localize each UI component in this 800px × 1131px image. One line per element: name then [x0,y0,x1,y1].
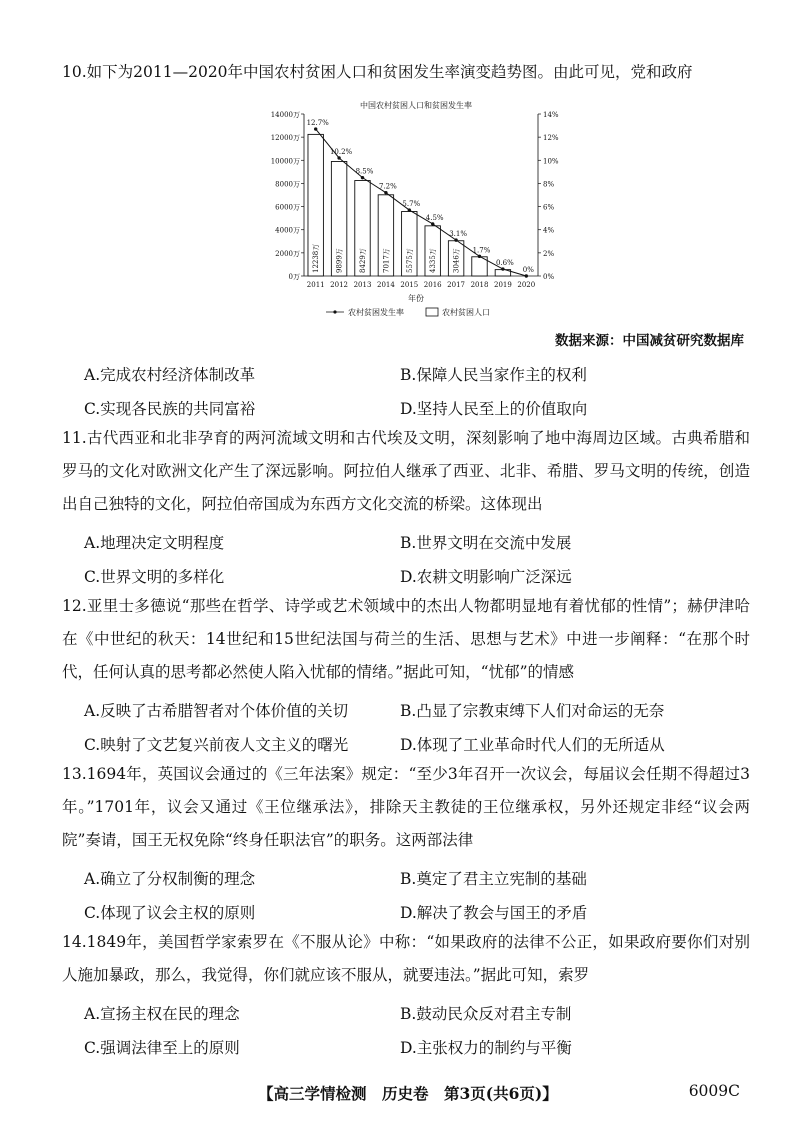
q11-option-d[interactable]: D.农耕文明影响广泛深远 [400,568,572,586]
x-tick-label: 2014 [376,281,395,289]
y-left-tick-label: 8000万 [275,180,300,189]
rate-point [525,274,528,277]
q13-option-a[interactable]: A.确立了分权制衡的理念 [84,870,256,888]
x-tick-label: 2012 [330,281,349,289]
rate-point-label: 1.7% [472,246,491,255]
y-left-tick-label: 6000万 [275,203,300,212]
x-tick-label: 2013 [353,281,372,289]
footer-code: 6009C [688,1082,740,1100]
legend-line-label: 农村贫困发生率 [348,308,404,317]
rate-point [337,156,340,159]
rate-point-label: 12.7% [306,119,329,128]
x-tick-label: 2020 [517,281,536,289]
question-12-stem: 12.亚里士多德说“那些在哲学、诗学或艺术领域中的杰出人物都明显地有着忧郁的性情”；赫伊津哈在《中世纪的秋天：14世纪和15世纪法国与荷兰的生活、思想与艺术》中进一步阐释：“在那个时代，任何认真的思考都必然使人陷入忧郁的情绪。”据此可知，“忧郁”的情感 [62,597,750,681]
rate-point-label: 7.2% [379,182,397,191]
q10-option-b[interactable]: B.保障人民当家作主的权利 [400,366,587,384]
rate-point-label: 5.7% [402,200,421,209]
y-right-tick-label: 4% [543,226,555,235]
q14-option-a[interactable]: A.宣扬主权在民的理念 [84,1005,240,1023]
bar-value-label: 3046万 [452,248,461,273]
bar-value-label: 9899万 [335,248,344,273]
y-right-tick-label: 6% [543,203,555,212]
rate-point [431,222,434,225]
rate-point [384,191,387,194]
y-right-tick-label: 14% [543,111,559,119]
bar-value-label: 8429万 [359,248,367,273]
rate-point [314,127,317,130]
q10-option-a[interactable]: A.完成农村经济体制改革 [84,366,256,384]
x-tick-label: 2018 [470,281,489,289]
y-right-tick-label: 12% [543,134,559,143]
rate-point-label: 3.1% [449,230,467,239]
rate-point [408,208,411,211]
y-right-tick-label: 0% [543,273,555,281]
rate-point [501,267,504,270]
q14-option-d[interactable]: D.主张权力的制约与平衡 [400,1039,572,1057]
y-left-tick-label: 4000万 [275,226,300,235]
rate-point [361,176,364,179]
legend-dot-marker [333,310,336,313]
chart-legend [326,307,490,317]
y-right-tick-label: 2% [543,249,555,258]
q10-option-d[interactable]: D.坚持人民至上的价值取向 [400,400,588,418]
chart-x-axis-label: 年份 [408,294,424,303]
q13-option-c[interactable]: C.体现了议会主权的原则 [84,904,256,922]
q11-option-c[interactable]: C.世界文明的多样化 [84,568,225,586]
legend-bar-marker [426,308,438,316]
data-source-note: 数据来源：中国减贫研究数据库 [555,333,744,349]
rate-point-label: 8.5% [355,167,374,176]
bar-value-label: 4335万 [429,248,438,273]
rate-point-label: 0% [522,266,534,274]
bar-value-label: 7017万 [382,248,391,273]
y-left-tick-label: 14000万 [270,111,300,119]
q12-option-a[interactable]: A.反映了古希腊智者对个体价值的关切 [84,702,349,720]
q10-option-c[interactable]: C.实现各民族的共同富裕 [84,400,256,418]
q14-option-c[interactable]: C.强调法律至上的原则 [84,1039,240,1057]
y-left-tick-label: 10000万 [270,157,300,166]
legend-bar-label: 农村贫困人口 [442,308,490,317]
x-tick-label: 2016 [423,281,442,289]
bar-value-label: 12238万 [312,243,321,273]
q14-option-b[interactable]: B.鼓动民众反对君主专制 [400,1005,572,1023]
rate-point [478,255,481,258]
x-tick-label: 2015 [400,281,419,289]
question-13-stem: 13.1694年，英国议会通过的《三年法案》规定：“至少3年召开一次议会，每届议会任期不得超过3年。”1701年，议会又通过《王位继承法》，排除天主教徒的王位继承权，另外还规定非经“议会两院”奏请，国王无权免除“终身任职法官”的职务。这两部法律 [62,765,750,849]
rate-point-label: 0.6% [496,259,514,268]
q13-option-b[interactable]: B.奠定了君主立宪制的基础 [400,870,587,888]
q11-option-a[interactable]: A.地理决定文明程度 [84,534,225,552]
q12-option-d[interactable]: D.体现了工业革命时代人们的无所适从 [400,736,665,754]
poverty-chart [266,96,566,324]
x-tick-label: 2017 [447,281,466,289]
q13-option-d[interactable]: D.解决了教会与国王的矛盾 [400,904,588,922]
question-10-stem: 10.如下为2011—2020年中国农村贫困人口和贫困发生率演变趋势图。由此可见，党和政府 [62,63,693,81]
chart-title: 中国农村贫困人口和贫困发生率 [360,101,472,110]
q12-option-c[interactable]: C.映射了文艺复兴前夜人文主义的曙光 [84,736,349,754]
y-right-tick-label: 8% [543,180,555,189]
x-tick-label: 2019 [493,281,512,289]
q11-option-b[interactable]: B.世界文明在交流中发展 [400,534,572,552]
rate-point [454,238,457,241]
rate-point-label: 4.5% [425,213,444,222]
y-left-tick-label: 0万 [288,273,300,281]
footer-title: 【高三学情检测 历史卷 第3页(共6页)】 [258,1084,558,1103]
y-left-tick-label: 12000万 [270,134,300,143]
question-14-stem: 14.1849年，美国哲学家索罗在《不服从论》中称：“如果政府的法律不公正，如果政府要你们对别人施加暴政，那么，我觉得，你们就应该不服从，就要违法。”据此可知，索罗 [62,933,750,984]
y-right-tick-label: 10% [543,157,559,166]
question-11-stem: 11.古代西亚和北非孕育的两河流域文明和古代埃及文明，深刻影响了地中海周边区域。古典希腊和罗马的文化对欧洲文化产生了深远影响。阿拉伯人继承了西亚、北非、希腊、罗马文明的传统，创造出自己独特的文化，阿拉伯帝国成为东西方文化交流的桥梁。这体现出 [62,429,750,513]
q12-option-b[interactable]: B.凸显了宗教束缚下人们对命运的无奈 [400,702,665,720]
bar-value-label: 5575万 [405,248,414,273]
rate-point-label: 10.2% [329,147,353,156]
x-tick-label: 2011 [306,281,325,289]
y-left-tick-label: 2000万 [275,249,300,258]
